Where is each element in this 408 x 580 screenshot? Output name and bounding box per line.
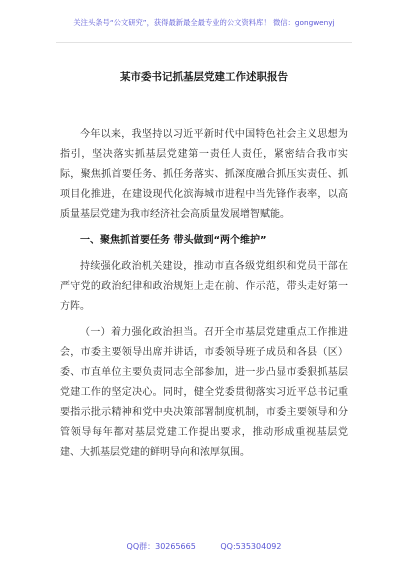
document-body	[60, 125, 348, 469]
document-title: 某市委书记抓基层党建工作述职报告	[120, 71, 288, 83]
section-lead-paragraph: 持续强化政治机关建设，推动市直各级党组织和党员干部在严守党的政治纪律和政治规矩上走在前、作示范，带头走好第一方阵。	[60, 261, 348, 312]
header-divider	[56, 42, 352, 43]
intro-paragraph: 今年以来，我坚持以习近平新时代中国特色社会主义思想为指引，坚决落实抓基层党建第一责任人责任，紧密结合我市实际，聚焦抓首要任务、抓任务落实、抓深度融合抓压实责任、抓项目化推进，在建设现代化滨海城市进程中当先锋作表率，以高质量基层党建为我市经济社会高质量发展增智赋能。	[60, 129, 348, 220]
subsection-paragraph: （一）着力强化政治担当。召开全市基层党建重点工作推进会，市委主要领导出席并讲话，市委领导班子成员和各县（区）委、市直单位主要负责同志全部参加，进一步凸显市委狠抓基层党建工作的坚定决心。同时，健全党委贯彻落实习近平总书记重要指示批示精神和党中央决策部署制度机制，市委主要领导和分管领导每年都对基层党建工作提出要求，推动形成重视基层党建、大抓基层党建的鲜明导向和浓厚氛围。	[60, 327, 348, 458]
footer-qq-number: QQ:535304092	[220, 542, 282, 551]
header-banner: 关注头条号“公文研究”，获得最新最全最专业的公文资料库！ 微信：gongwenyj	[73, 18, 335, 27]
section-heading: 一、聚焦抓首要任务 带头做到“两个维护”	[80, 235, 267, 246]
footer-contact	[0, 541, 408, 552]
footer-qq-group: QQ群：30265665	[126, 542, 196, 551]
